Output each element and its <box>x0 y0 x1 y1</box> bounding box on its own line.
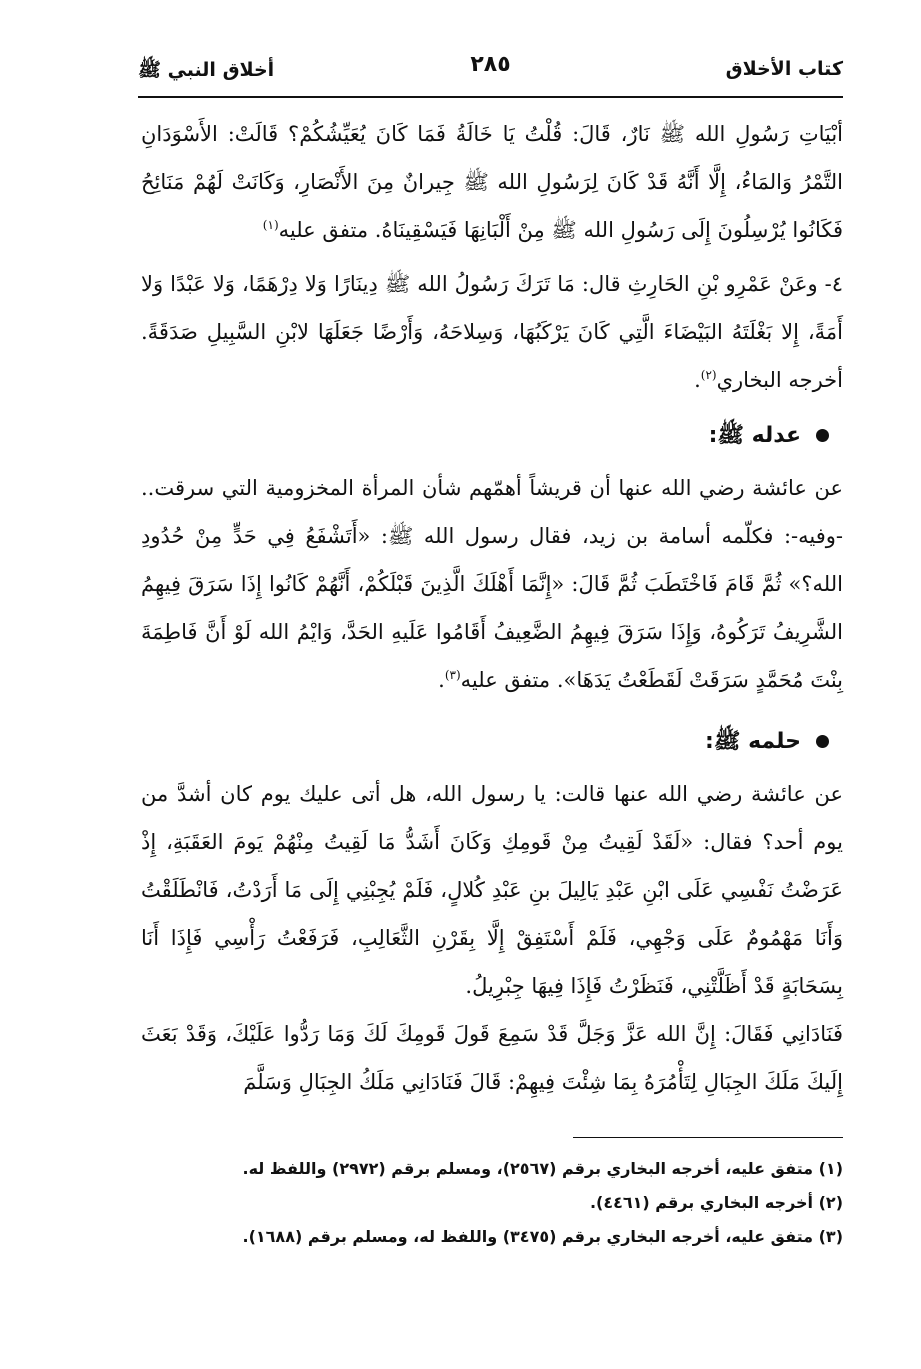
paragraph-2 <box>141 260 843 404</box>
paragraph-1-text: أبْيَاتِ رَسُولِ الله ﷺ نَارٌ، قَالَ: قُلْتُ يَا خَالَةُ فَمَا كَانَ يُعَيِّشُكُمْ؟ قَالَتْ: الأَسْوَدَانِ التَّمْرُ وَالمَاءُ، إِلَّا أَنَّهُ قَدْ كَانَ لِرَسُولِ الله ﷺ جِيرانٌ مِنَ الأَنْصَارِ، وَكَانَتْ لَهُمْ مَنَائِحُ فَكَانُوا يُرْسِلُونَ إِلَى رَسُولِ الله ﷺ مِنْ أَلْبَانِهَا فَيَسْقِينَاهُ. متفق عليه <box>141 122 843 242</box>
header-divider <box>138 96 843 98</box>
section-heading-justice <box>141 408 843 464</box>
section-heading-forbearance <box>141 714 843 770</box>
footnote-divider <box>573 1137 843 1138</box>
section-heading-forbearance-text: حلمه ﷺ: <box>705 729 801 754</box>
chapter-title: أخلاق النبي ﷺ <box>138 59 275 81</box>
running-header <box>138 52 843 92</box>
footnote-ref-1: (١) <box>262 218 279 232</box>
footnote-3: (٣) متفق عليه، أخرجه البخاري برقم (٣٤٧٥) واللفظ له، ومسلم برقم (١٦٨٨). <box>242 1227 843 1246</box>
paragraph-5: فَنَادَانِي فَقَالَ: إِنَّ الله عَزَّ وَجَلَّ قَدْ سَمِعَ قَولَ قَومِكَ لَكَ وَمَا رَدُّوا عَلَيْكَ، وَقَدْ بَعَثَ إِلَيكَ مَلَكَ الجِبَالِ لِتَأْمُرَهُ بِمَا شِئْتَ فِيهِمْ: قَالَ فَنَادَانِي مَلَكُ الجِبَالِ وَسَلَّمَ <box>141 1022 843 1094</box>
paragraph-2-end: . <box>694 368 701 392</box>
paragraph-3-text: عن عائشة رضي الله عنها أن قريشاً أهمّهم شأن المرأة المخزومية التي سرقت.. -وفيه-: فكلّمه أسامة بن زيد، فقال رسول الله ﷺ: «أَتَشْفَعُ فِي حَدٍّ مِنْ حُدُودِ الله؟» ثُمَّ قَامَ فَاخْتَطَبَ ثُمَّ قَالَ: «إِنَّمَا أَهْلَكَ الَّذِينَ قَبْلَكُمْ، أَنَّهُمْ كَانُوا إِذَا سَرَقَ فِيهِمُ الشَّرِيفُ تَرَكُوهُ، وَإِذَا سَرَقَ فِيهِمُ الضَّعِيفُ أَقَامُوا عَلَيهِ الحَدَّ، وَايْمُ الله لَوْ أَنَّ فَاطِمَةَ بِنْتَ مُحَمَّدٍ سَرَقَتْ لَقَطَعْتُ يَدَهَا». متفق عليه <box>141 476 843 692</box>
footnote-1: (١) متفق عليه، أخرجه البخاري برقم (٢٥٦٧)، ومسلم برقم (٢٩٧٢) واللفظ له. <box>242 1159 843 1178</box>
paragraph-1 <box>141 110 843 254</box>
paragraph-4: عن عائشة رضي الله عنها قالت: يا رسول الله، هل أتى عليك يوم كان أشدَّ من يوم أحد؟ فقال: «لَقَدْ لَقِيتُ مِنْ قَومِكِ وَكَانَ أَشَدُّ مَا لَقِيتُ مِنْهُمْ يَومَ العَقَبَةِ، إِذْ عَرَضْتُ نَفْسِي عَلَى ابْنِ عَبْدِ يَالِيلَ بنِ عَبْدِ كُلالٍ، فَلَمْ يُجِبْنِي إِلَى مَا أَرَدْتُ، فَانْطَلَقْتُ وَأَنَا مَهْمُومٌ عَلَى وَجْهِي، فَلَمْ أَسْتَفِقْ إِلَّا بِقَرْنِ الثَّعَالِبِ، فَرَفَعْتُ رَأْسِي فَإِذَا أَنَا بِسَحَابَةٍ قَدْ أَظَلَّتْنِي، فَنَظَرْتُ فَإِذَا فِيهَا جِبْرِيلُ. <box>141 782 843 998</box>
paragraph-3-end: . <box>438 668 445 692</box>
footnote-ref-3: (٣) <box>444 668 461 682</box>
paragraph-2-text: ٤- وعَنْ عَمْرِو بْنِ الحَارِثِ قال: مَا تَرَكَ رَسُولُ الله ﷺ دِينَارًا وَلا دِرْهَمًا، وَلا عَبْدًا وَلا أَمَةً، إِلا بَغْلَتَهُ البَيْضَاءَ الَّتِي كَانَ يَرْكَبُهَا، وَسِلاحَهُ، وَأَرْضًا جَعَلَهَا لابْنِ السَّبِيلِ صَدَقَةً. أخرجه البخاري <box>141 272 843 392</box>
footnotes <box>141 1152 843 1254</box>
section-heading-justice-text: عدله ﷺ: <box>708 423 801 448</box>
book-title: كتاب الأخلاق <box>725 58 843 80</box>
main-text <box>141 110 843 1106</box>
bullet-icon <box>816 735 829 748</box>
footnote-ref-2: (٢) <box>700 368 717 382</box>
bullet-icon <box>816 429 829 442</box>
footnote-2: (٢) أخرجه البخاري برقم (٤٤٦١). <box>589 1193 843 1212</box>
page-number: ٢٨٥ <box>470 52 511 77</box>
paragraph-3 <box>141 464 843 704</box>
